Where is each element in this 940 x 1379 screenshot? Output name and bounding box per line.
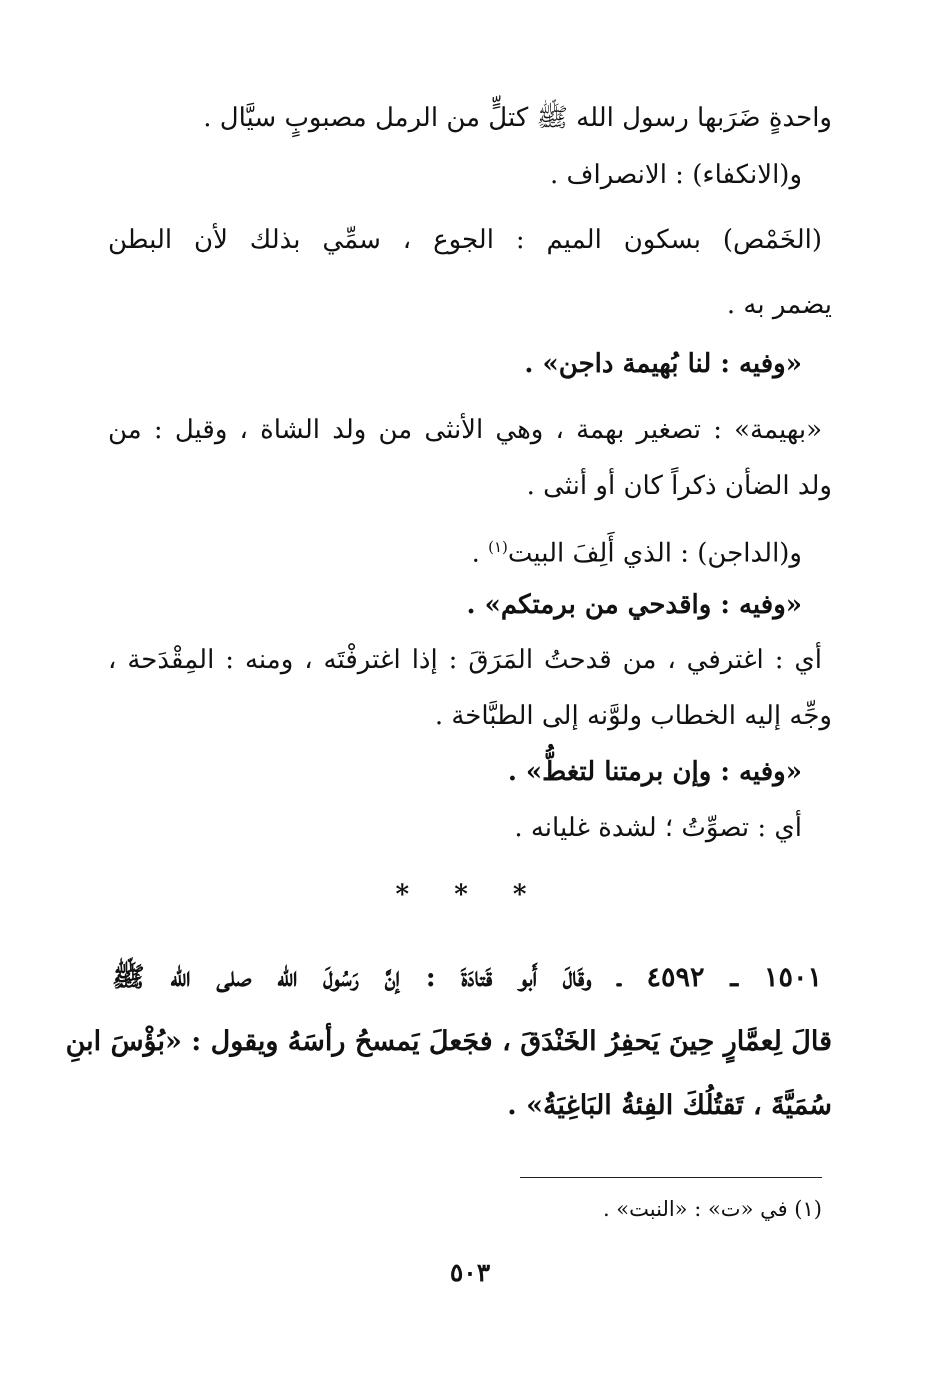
text-line-10: أي : اغترفي ، من قدحتُ المَرَقَ : إذا اغترفْتَه ، ومنه : المِقْدَحة ، bbox=[108, 645, 822, 675]
text-line-3: (الخَمْص) بسكون الميم : الجوع ، سمِّي بذلك لأن البطن bbox=[108, 225, 822, 255]
hadith-line-2: قالَ لِعمَّارٍ حِينَ يَحفِرُ الخَنْدَقَ ، فجَعلَ يَمسحُ رأسَهُ ويقول : «بُؤْسَ ابنِ bbox=[65, 1026, 832, 1057]
text-line-12: «وفيه : وإن برمتنا لتغطُّ» . bbox=[507, 757, 802, 787]
footnote: (١) في «ت» : «النبت» . bbox=[602, 1197, 822, 1221]
text-line-5: «وفيه : لنا بُهيمة داجن» . bbox=[524, 349, 802, 379]
page-number: ٥٠٣ bbox=[449, 1258, 491, 1287]
text-line-8-end: . bbox=[471, 538, 489, 569]
text-line-11: وجِّه إليه الخطاب ولوَّنه إلى الطبَّاخة . bbox=[434, 701, 832, 731]
footnote-divider bbox=[520, 1177, 822, 1178]
text-line-8-main: و(الداجن) : الذي أَلِفَ البيت bbox=[507, 538, 802, 569]
text-line-6: «بهيمة» : تصغير بهمة ، وهي الأنثى من ولد الشاة ، وقيل : من bbox=[108, 415, 822, 445]
footnote-ref: (١) bbox=[488, 538, 508, 556]
hadith-line-1: ١٥٠١ ـ ٤٥٩٢ ـ وقَالَ أَبو قَتادَةَ : إنَّ رَسُولَ الله صلى الله ﷺ bbox=[112, 962, 822, 993]
text-line-9: «وفيه : واقدحي من برمتكم» . bbox=[466, 590, 802, 620]
text-line-2: و(الانكفاء) : الانصراف . bbox=[550, 160, 802, 190]
text-line-8 bbox=[108, 527, 802, 574]
text-line-1: واحدةٍ ضَرَبها رسول الله ﷺ كتلٍّ من الرمل مصبوبٍ سيَّال . bbox=[203, 103, 832, 133]
text-line-7: ولد الضأن ذكراً كان أو أنثى . bbox=[526, 471, 832, 501]
text-line-13: أي : تصوِّتُ ؛ لشدة غليانه . bbox=[514, 813, 802, 843]
section-separator: * * * bbox=[395, 880, 545, 910]
hadith-line-3: سُمَيَّةَ ، تَقتُلُكَ الفِئةُ البَاغِيَةُ» . bbox=[507, 1090, 832, 1121]
text-line-4: يضمر به . bbox=[726, 290, 832, 320]
